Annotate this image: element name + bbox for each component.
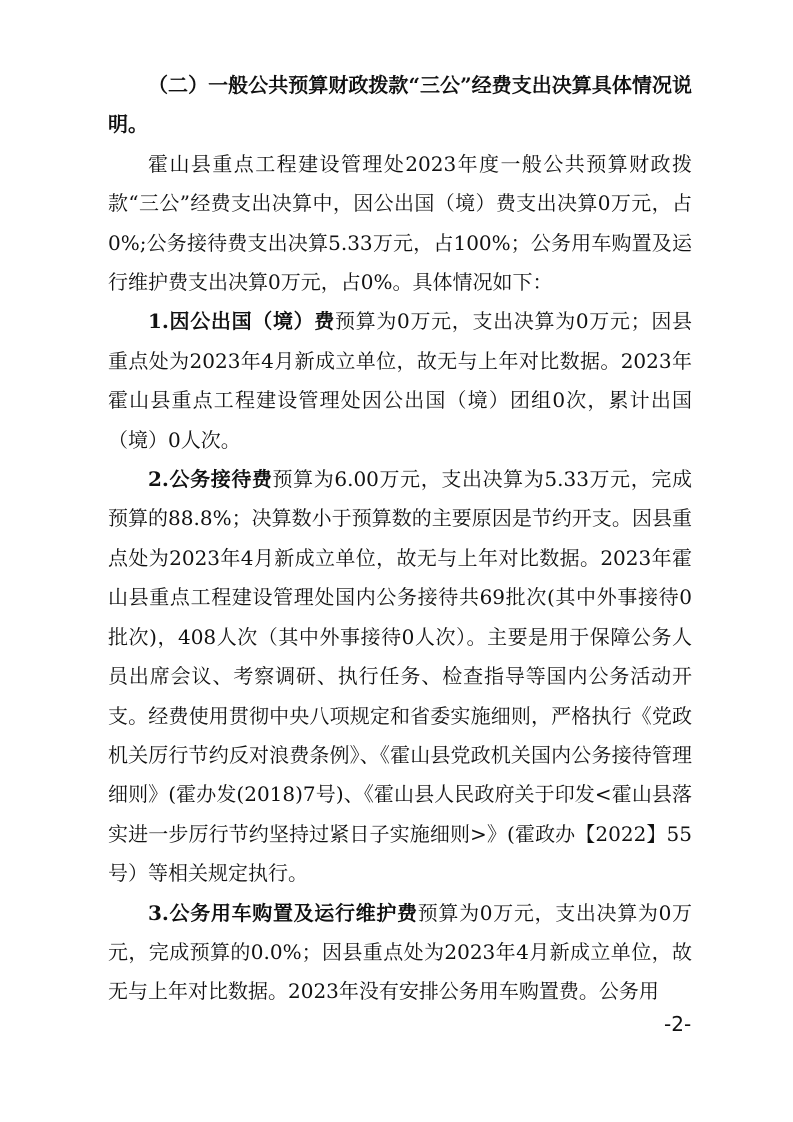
item-paragraph-reception (108, 460, 692, 893)
section-heading: （二）一般公共预算财政拨款“三公”经费支出决算具体情况说明。 (108, 73, 692, 137)
item-title-travel: 1.因公出国（境）费 (148, 309, 335, 334)
document-body (108, 66, 692, 1012)
item-paragraph-travel (108, 302, 692, 460)
item-text-vehicle: 预算为0万元，支出决算为0万元，完成预算的0.0%；因县重点处为2023年4月新成立单位，故无与上年对比数据。2023年没有安排公务用车购置费。公务用 (108, 900, 692, 1004)
item-text-travel: 预算为0万元，支出决算为0万元；因县重点处为2023年4月新成立单位，故无与上年对比数据。2023年霍山县重点工程建设管理处因公出国（境）团组0次，累计出国（境）0人次。 (108, 309, 692, 452)
item-text-reception: 预算为6.00万元，支出决算为5.33万元，完成预算的88.8%；决算数小于预算数的主要原因是节约开支。因县重点处为2023年4月新成立单位，故无与上年对比数据。2023年霍山县重点工程建设管理处国内公务接待共69批次(其中外事接待0批次)，408人次（其中外事接待0人次）。主要是用于保障公务人员出席会议、考察调研、执行任务、检查指导等国内公务活动开支。经费使用贯彻中央八项规定和省委实施细则，严格执行《党政机关厉行节约反对浪费条例》、《霍山县党政机关国内公务接待管理细则》(霍办发(2018)7号)、《霍山县人民政府关于印发<霍山县落实进一步厉行节约坚持过紧日子实施细则>》(霍政办【2022】55号）等相关规定执行。 (108, 467, 692, 886)
item-title-vehicle: 3.公务用车购置及运行维护费 (148, 900, 418, 925)
intro-paragraph: 霍山县重点工程建设管理处2023年度一般公共预算财政拨款“三公”经费支出决算中，因公出国（境）费支出决算0万元，占0%;公务接待费支出决算5.33万元，占100%；公务用车购置及运行维护费支出决算0万元，占0%。具体情况如下： (108, 151, 692, 295)
page-number: -2- (664, 1012, 692, 1036)
item-title-reception: 2.公务接待费 (148, 467, 273, 492)
item-paragraph-vehicle (108, 894, 692, 1012)
